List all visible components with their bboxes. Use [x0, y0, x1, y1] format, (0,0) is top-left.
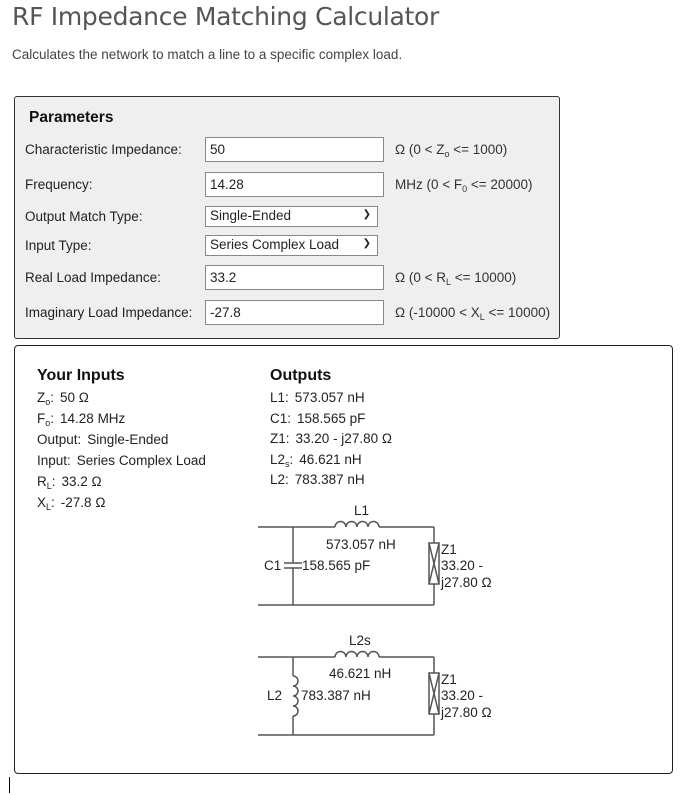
result-line	[37, 474, 102, 489]
input-type-label: Input Type:	[25, 238, 92, 253]
separator: :	[285, 472, 289, 487]
circuit1-load-value-1: 33.20 -	[441, 558, 484, 573]
result-symbol: L2	[270, 451, 286, 467]
result-line	[37, 432, 168, 447]
range-text: Ω (0 < R	[395, 270, 446, 285]
result-value: -27.8 Ω	[60, 495, 106, 510]
result-value: 158.565 pF	[297, 410, 366, 426]
imaginary-load-range	[395, 305, 550, 320]
circuit1-shunt-value: 158.565 pF	[302, 558, 371, 573]
circuit2-series-value: 46.621 nH	[329, 666, 392, 681]
separator: :	[51, 474, 56, 489]
page-subtitle: Calculates the network to match a line to a specific complex load.	[12, 47, 403, 62]
parameters-heading: Parameters	[29, 109, 114, 126]
result-line	[270, 390, 365, 405]
frequency-range	[395, 177, 532, 192]
result-line	[37, 390, 89, 405]
result-line	[270, 452, 362, 467]
circuit1-load-value-2: j27.80 Ω	[441, 575, 492, 590]
circuit2-shunt-label: L2	[267, 688, 283, 703]
range-sub: L	[479, 312, 485, 322]
separator: :	[50, 411, 55, 426]
result-value: 783.387 nH	[294, 472, 365, 487]
result-line	[37, 411, 125, 426]
result-subscript: o	[45, 418, 51, 428]
inductor-l1-icon	[335, 522, 379, 528]
imaginary-load-input[interactable]	[205, 300, 384, 325]
circuit2-series-label: L2s	[349, 633, 371, 648]
result-subscript: L	[46, 481, 52, 491]
output-match-type-select[interactable]	[205, 206, 378, 227]
characteristic-impedance-input[interactable]	[205, 137, 384, 162]
range-sub: 0	[462, 184, 468, 194]
frequency-input[interactable]	[205, 172, 384, 197]
range-text: <= 20000)	[467, 177, 533, 192]
result-line	[270, 431, 392, 446]
inductor-l2s-icon	[335, 652, 379, 658]
result-symbol: Z	[37, 390, 46, 405]
result-symbol: Z1	[270, 431, 286, 446]
selected-value: Single-Ended	[210, 208, 292, 223]
circuit2-load-value-1: 33.20 -	[441, 688, 484, 703]
inductor-l2-icon	[293, 676, 298, 716]
circuit2-load-value-2: j27.80 Ω	[441, 705, 492, 720]
range-sub: o	[444, 149, 450, 159]
real-load-range	[395, 270, 516, 285]
result-value: Series Complex Load	[76, 453, 206, 468]
characteristic-impedance-label: Characteristic Impedance:	[25, 142, 182, 157]
chevron-down-icon: ❯	[362, 209, 371, 220]
outputs-heading: Outputs	[270, 367, 332, 384]
range-text: Ω (0 < Z	[395, 142, 445, 157]
results-panel	[14, 345, 673, 774]
result-value: 33.2 Ω	[61, 474, 102, 489]
circuit2-shunt-value: 783.387 nH	[301, 688, 371, 703]
range-text: <= 10000)	[451, 270, 517, 285]
separator: :	[77, 432, 82, 447]
parameters-panel	[14, 96, 560, 339]
imaginary-load-label: Imaginary Load Impedance:	[25, 305, 193, 320]
real-load-label: Real Load Impedance:	[25, 270, 161, 285]
circuit1-series-label: L1	[354, 503, 370, 518]
separator: :	[51, 495, 55, 510]
chevron-down-icon: ❯	[362, 238, 371, 249]
page-title: RF Impedance Matching Calculator	[12, 2, 440, 31]
result-value: 33.20 - j27.80 Ω	[295, 431, 392, 446]
range-text: Ω (-10000 < X	[395, 305, 480, 320]
range-text: <= 10000)	[484, 305, 551, 320]
result-symbol: Output	[37, 432, 78, 447]
range-text: <= 1000)	[449, 142, 508, 157]
result-symbol: R	[37, 474, 47, 489]
result-symbol: C1	[270, 410, 288, 426]
selected-value: Series Complex Load	[210, 237, 340, 252]
result-symbol: L2	[270, 472, 286, 487]
result-line	[37, 495, 105, 510]
result-line	[270, 411, 365, 426]
circuit-diagram-2	[243, 626, 523, 738]
separator: :	[289, 451, 294, 467]
text-cursor	[9, 777, 10, 793]
real-load-input[interactable]	[205, 265, 384, 290]
separator: :	[285, 390, 289, 405]
output-match-type-label: Output Match Type:	[25, 209, 143, 224]
range-sub: L	[445, 277, 451, 287]
input-type-select[interactable]	[205, 235, 378, 256]
result-value: Single-Ended	[87, 432, 169, 447]
result-symbol: L1	[270, 390, 286, 405]
separator: :	[285, 431, 290, 446]
circuit-diagram-1	[243, 496, 523, 608]
result-symbol: Input	[37, 453, 68, 468]
separator: :	[67, 453, 71, 468]
result-line	[37, 453, 206, 468]
separator: :	[287, 410, 292, 426]
circuit2-load-label: Z1	[441, 672, 457, 687]
your-inputs-heading: Your Inputs	[37, 367, 125, 384]
circuit1-load-label: Z1	[441, 542, 457, 557]
result-subscript: s	[285, 458, 290, 469]
separator: :	[50, 390, 55, 405]
circuit1-series-value: 573.057 nH	[326, 537, 396, 552]
result-subscript: o	[45, 397, 51, 407]
range-text: MHz (0 < F	[395, 177, 463, 192]
result-value: 14.28 MHz	[60, 411, 126, 426]
result-symbol: F	[37, 411, 46, 426]
circuit1-shunt-label: C1	[264, 558, 282, 573]
frequency-label: Frequency:	[25, 177, 93, 192]
result-line	[270, 472, 365, 487]
result-value: 573.057 nH	[294, 390, 365, 405]
result-subscript: L	[46, 502, 52, 512]
characteristic-impedance-range	[395, 142, 507, 157]
result-value: 46.621 nH	[299, 451, 362, 467]
result-symbol: X	[37, 495, 47, 510]
result-value: 50 Ω	[60, 390, 89, 405]
